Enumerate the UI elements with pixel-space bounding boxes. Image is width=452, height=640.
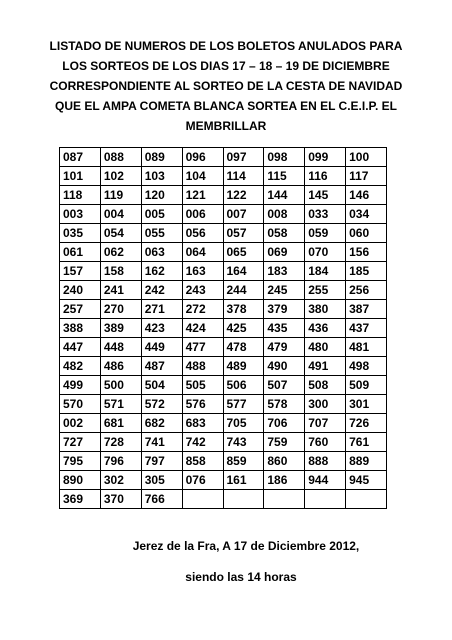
ticket-number-cell: 571 <box>100 395 141 414</box>
table-body <box>60 148 387 509</box>
ticket-number-cell: 945 <box>346 471 387 490</box>
ticket-number-cell: 008 <box>264 205 305 224</box>
ticket-number-cell: 796 <box>100 452 141 471</box>
ticket-number-cell: 491 <box>305 357 346 376</box>
table-row <box>60 243 387 262</box>
ticket-number-cell: 705 <box>223 414 264 433</box>
ticket-number-cell: 243 <box>182 281 223 300</box>
ticket-number-cell: 055 <box>141 224 182 243</box>
ticket-number-cell: 186 <box>264 471 305 490</box>
ticket-number-cell: 087 <box>60 148 101 167</box>
ticket-number-cell: 707 <box>305 414 346 433</box>
table-row <box>60 262 387 281</box>
ticket-number-cell: 060 <box>346 224 387 243</box>
ticket-number-cell: 481 <box>346 338 387 357</box>
ticket-number-cell: 242 <box>141 281 182 300</box>
ticket-number-cell: 056 <box>182 224 223 243</box>
ticket-number-cell: 860 <box>264 452 305 471</box>
ticket-number-cell: 099 <box>305 148 346 167</box>
ticket-number-cell: 088 <box>100 148 141 167</box>
ticket-number-cell <box>346 490 387 509</box>
title-line: MEMBRILLAR <box>185 119 267 133</box>
ticket-number-cell: 379 <box>264 300 305 319</box>
ticket-number-cell: 272 <box>182 300 223 319</box>
ticket-number-cell: 766 <box>141 490 182 509</box>
table-row <box>60 433 387 452</box>
ticket-number-cell <box>305 490 346 509</box>
ticket-number-cell: 158 <box>100 262 141 281</box>
ticket-number-cell: 245 <box>264 281 305 300</box>
title-line: CORRESPONDIENTE AL SORTEO DE LA CESTA DE NAVIDAD <box>49 79 403 93</box>
ticket-number-cell: 389 <box>100 319 141 338</box>
ticket-number-cell: 255 <box>305 281 346 300</box>
table-row <box>60 186 387 205</box>
ticket-number-cell: 146 <box>346 186 387 205</box>
ticket-number-cell: 122 <box>223 186 264 205</box>
ticket-number-cell: 797 <box>141 452 182 471</box>
ticket-number-cell: 144 <box>264 186 305 205</box>
ticket-number-cell: 118 <box>60 186 101 205</box>
table-row <box>60 338 387 357</box>
ticket-number-cell: 302 <box>100 471 141 490</box>
ticket-number-cell: 089 <box>141 148 182 167</box>
ticket-number-cell: 486 <box>100 357 141 376</box>
ticket-number-cell: 097 <box>223 148 264 167</box>
table-row <box>60 167 387 186</box>
ticket-number-cell: 058 <box>264 224 305 243</box>
ticket-number-cell: 370 <box>100 490 141 509</box>
table-row <box>60 281 387 300</box>
table-row <box>60 205 387 224</box>
ticket-number-cell: 477 <box>182 338 223 357</box>
ticket-number-cell: 572 <box>141 395 182 414</box>
ticket-number-cell: 164 <box>223 262 264 281</box>
title-line: QUE EL AMPA COMETA BLANCA SORTEA EN EL C.E.I.P. EL <box>54 99 398 113</box>
ticket-number-cell: 728 <box>100 433 141 452</box>
ticket-number-cell: 478 <box>223 338 264 357</box>
ticket-number-cell: 241 <box>100 281 141 300</box>
ticket-number-cell: 570 <box>60 395 101 414</box>
ticket-number-cell: 002 <box>60 414 101 433</box>
ticket-number-cell: 161 <box>223 471 264 490</box>
ticket-number-cell: 743 <box>223 433 264 452</box>
ticket-number-cell: 104 <box>182 167 223 186</box>
ticket-number-cell: 369 <box>60 490 101 509</box>
ticket-number-cell: 257 <box>60 300 101 319</box>
ticket-number-cell: 726 <box>346 414 387 433</box>
ticket-number-cell: 507 <box>264 376 305 395</box>
footer-place-date: Jerez de la Fra, A 17 de Diciembre 2012, <box>132 539 360 553</box>
ticket-number-cell: 499 <box>60 376 101 395</box>
ticket-number-cell: 487 <box>141 357 182 376</box>
ticket-number-cell: 387 <box>346 300 387 319</box>
ticket-number-cell: 004 <box>100 205 141 224</box>
ticket-number-cell: 505 <box>182 376 223 395</box>
ticket-number-cell: 437 <box>346 319 387 338</box>
ticket-number-cell: 448 <box>100 338 141 357</box>
ticket-number-cell: 425 <box>223 319 264 338</box>
footer-time: siendo las 14 horas <box>185 570 297 584</box>
ticket-number-cell: 504 <box>141 376 182 395</box>
cancelled-tickets-table <box>59 147 387 509</box>
ticket-number-cell: 244 <box>223 281 264 300</box>
ticket-number-cell: 498 <box>346 357 387 376</box>
ticket-number-cell: 435 <box>264 319 305 338</box>
ticket-number-cell: 490 <box>264 357 305 376</box>
ticket-number-cell: 488 <box>182 357 223 376</box>
ticket-number-cell: 063 <box>141 243 182 262</box>
ticket-number-cell: 271 <box>141 300 182 319</box>
ticket-number-cell: 035 <box>60 224 101 243</box>
ticket-number-cell: 683 <box>182 414 223 433</box>
ticket-number-cell: 500 <box>100 376 141 395</box>
ticket-number-cell: 423 <box>141 319 182 338</box>
ticket-number-cell: 070 <box>305 243 346 262</box>
ticket-number-cell: 682 <box>141 414 182 433</box>
ticket-number-cell: 098 <box>264 148 305 167</box>
ticket-number-cell: 005 <box>141 205 182 224</box>
ticket-number-cell <box>223 490 264 509</box>
ticket-number-cell: 006 <box>182 205 223 224</box>
ticket-number-cell: 007 <box>223 205 264 224</box>
table-row <box>60 471 387 490</box>
ticket-number-cell: 482 <box>60 357 101 376</box>
ticket-number-cell: 162 <box>141 262 182 281</box>
table-row <box>60 414 387 433</box>
ticket-number-cell: 795 <box>60 452 101 471</box>
title-line: LOS SORTEOS DE LOS DIAS 17 – 18 – 19 DE DICIEMBRE <box>62 59 390 73</box>
ticket-number-cell: 858 <box>182 452 223 471</box>
ticket-number-cell: 888 <box>305 452 346 471</box>
table-row <box>60 376 387 395</box>
document-title <box>20 36 432 136</box>
ticket-number-cell: 759 <box>264 433 305 452</box>
ticket-number-cell: 727 <box>60 433 101 452</box>
ticket-number-cell: 890 <box>60 471 101 490</box>
ticket-number-cell: 256 <box>346 281 387 300</box>
ticket-number-cell: 761 <box>346 433 387 452</box>
table-row <box>60 452 387 471</box>
ticket-number-cell: 185 <box>346 262 387 281</box>
ticket-number-cell: 305 <box>141 471 182 490</box>
ticket-number-cell: 183 <box>264 262 305 281</box>
ticket-number-cell: 114 <box>223 167 264 186</box>
table-row <box>60 300 387 319</box>
ticket-number-cell: 436 <box>305 319 346 338</box>
table-row <box>60 357 387 376</box>
ticket-number-cell: 447 <box>60 338 101 357</box>
ticket-number-cell: 059 <box>305 224 346 243</box>
ticket-number-cell: 120 <box>141 186 182 205</box>
ticket-number-cell: 270 <box>100 300 141 319</box>
ticket-number-cell: 116 <box>305 167 346 186</box>
ticket-number-cell: 163 <box>182 262 223 281</box>
ticket-number-cell: 003 <box>60 205 101 224</box>
title-line: LISTADO DE NUMEROS DE LOS BOLETOS ANULADOS PARA <box>49 39 403 53</box>
table-row <box>60 319 387 338</box>
ticket-number-cell: 760 <box>305 433 346 452</box>
ticket-number-cell: 069 <box>264 243 305 262</box>
table-row <box>60 224 387 243</box>
ticket-number-cell: 380 <box>305 300 346 319</box>
ticket-number-cell: 096 <box>182 148 223 167</box>
ticket-number-cell: 508 <box>305 376 346 395</box>
ticket-number-cell: 101 <box>60 167 101 186</box>
ticket-number-cell <box>264 490 305 509</box>
ticket-number-cell: 064 <box>182 243 223 262</box>
ticket-number-cell: 062 <box>100 243 141 262</box>
ticket-number-cell: 576 <box>182 395 223 414</box>
ticket-number-cell: 742 <box>182 433 223 452</box>
ticket-number-cell: 577 <box>223 395 264 414</box>
ticket-number-cell: 156 <box>346 243 387 262</box>
ticket-number-cell: 100 <box>346 148 387 167</box>
ticket-number-cell: 489 <box>223 357 264 376</box>
table-row <box>60 490 387 509</box>
ticket-number-cell: 889 <box>346 452 387 471</box>
ticket-number-cell: 076 <box>182 471 223 490</box>
ticket-number-cell: 184 <box>305 262 346 281</box>
ticket-number-cell: 859 <box>223 452 264 471</box>
ticket-number-cell: 706 <box>264 414 305 433</box>
ticket-number-cell: 065 <box>223 243 264 262</box>
ticket-number-cell: 944 <box>305 471 346 490</box>
ticket-number-cell: 578 <box>264 395 305 414</box>
ticket-number-cell: 301 <box>346 395 387 414</box>
ticket-number-cell: 424 <box>182 319 223 338</box>
ticket-number-cell: 061 <box>60 243 101 262</box>
ticket-number-cell: 741 <box>141 433 182 452</box>
ticket-number-cell: 509 <box>346 376 387 395</box>
ticket-number-cell: 054 <box>100 224 141 243</box>
ticket-number-cell: 378 <box>223 300 264 319</box>
ticket-number-cell: 115 <box>264 167 305 186</box>
table-row <box>60 148 387 167</box>
ticket-number-cell: 145 <box>305 186 346 205</box>
ticket-number-cell: 157 <box>60 262 101 281</box>
ticket-number-cell: 479 <box>264 338 305 357</box>
ticket-number-cell: 240 <box>60 281 101 300</box>
table-row <box>60 395 387 414</box>
ticket-number-cell: 033 <box>305 205 346 224</box>
ticket-number-cell: 388 <box>60 319 101 338</box>
ticket-number-cell <box>182 490 223 509</box>
ticket-number-cell: 034 <box>346 205 387 224</box>
ticket-number-cell: 449 <box>141 338 182 357</box>
ticket-number-cell: 103 <box>141 167 182 186</box>
ticket-number-cell: 117 <box>346 167 387 186</box>
ticket-number-cell: 480 <box>305 338 346 357</box>
ticket-number-cell: 681 <box>100 414 141 433</box>
ticket-number-cell: 300 <box>305 395 346 414</box>
ticket-number-cell: 506 <box>223 376 264 395</box>
ticket-number-cell: 102 <box>100 167 141 186</box>
ticket-number-cell: 121 <box>182 186 223 205</box>
ticket-number-cell: 119 <box>100 186 141 205</box>
ticket-number-cell: 057 <box>223 224 264 243</box>
